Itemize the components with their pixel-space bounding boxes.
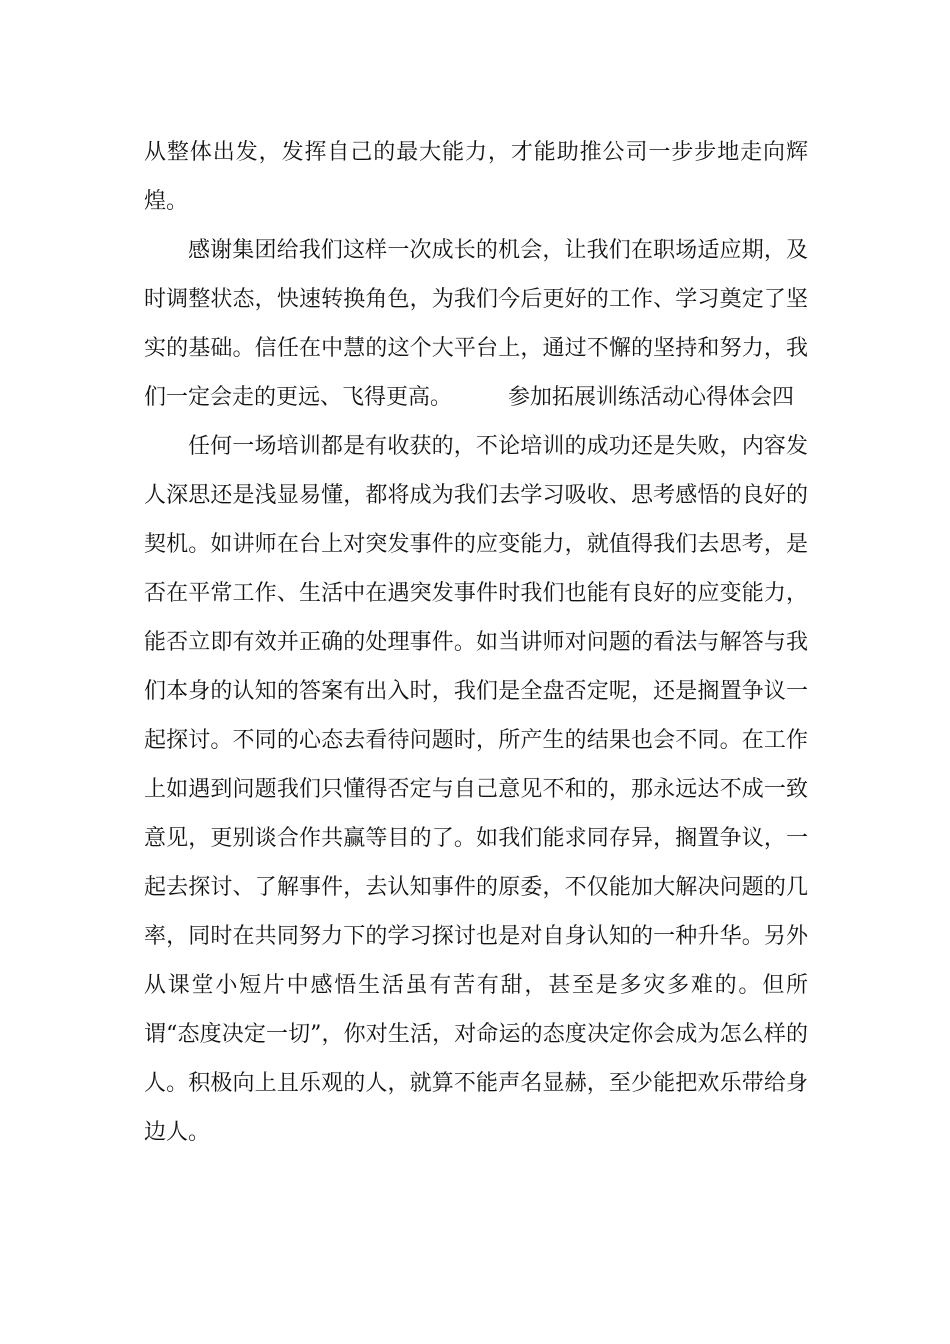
- paragraph-text: 任何一场培训都是有收获的，不论培训的成功还是失败，内容发人深思还是浅显易懂，都将成为我们去学习吸收、思考感悟的良好的契机。如讲师在台上对突发事件的应变能力，就值得我们去思考，是否在平常工作、生活中在遇突发事件时我们也能有良好的应变能力，能否立即有效并正确的处理事件。如当讲师对问题的看法与解答与我们本身的认知的答案有出入时，我们是全盘否定呢，还是搁置争议一起探讨。不同的心态去看待问题时，所产生的结果也会不同。在工作上如遇到问题我们只懂得否定与自己意见不和的，那永远达不成一致意见，更别谈合作共赢等目的了。如我们能求同存异，搁置争议，一起去探讨、了解事件，去认知事件的原委，不仅能加大解决问题的几率，同时在共同努力下的学习探讨也是对自身认知的一种升华。另外从课堂小短片中感悟生活虽有苦有甜，甚至是多灾多难的。但所谓“态度决定一切”，你对生活，对命运的态度决定你会成为怎么样的人。积极向上且乐观的人，就算不能声名显赫，至少能把欢乐带给身边人。: [144, 434, 808, 1145]
- paragraph-text: 感谢集团给我们这样一次成长的机会，让我们在职场适应期，及时调整状态，快速转换角色，为我们今后更好的工作、学习奠定了坚实的基础。信任在中慧的这个大平台上，通过不懈的坚持和努力，我们一定会走的更远、飞得更高。: [144, 238, 808, 410]
- paragraph-continuation: [144, 128, 808, 226]
- document-page: [144, 128, 808, 1157]
- paragraph-gratitude: [144, 226, 808, 422]
- paragraph-text: 从整体出发，发挥自己的最大能力，才能助推公司一步步地走向辉煌。: [144, 140, 808, 214]
- paragraph-training-reflection: [144, 422, 808, 1157]
- section-heading: 参加拓展训练活动心得体会四: [508, 385, 795, 410]
